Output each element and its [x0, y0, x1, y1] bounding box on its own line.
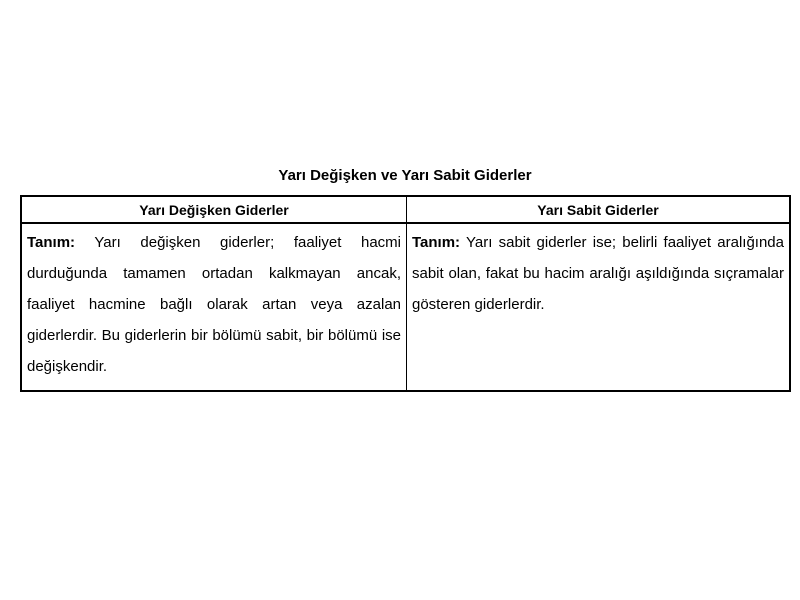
semi-variable-definition-cell: [21, 223, 407, 391]
definition-text: Yarı sabit giderler ise; belirli faaliyet aralığında sabit olan, fakat bu hacim aralığı aşıldığında sıçramalar gösteren giderlerdir.: [412, 234, 784, 313]
semi-fixed-definition-cell: [407, 223, 791, 391]
document-title: Yarı Değişken ve Yarı Sabit Giderler: [278, 167, 532, 184]
header-semi-variable-costs: Yarı Değişken Giderler: [21, 196, 407, 223]
table-header-row: [21, 196, 790, 223]
definition-text: Yarı değişken giderler; faaliyet hacmi durduğunda tamamen ortadan kalkmayan ancak, faaliyet hacmine bağlı olarak artan veya azalan giderlerdir. Bu giderlerin bir bölümü sabit, bir bölümü ise değişkendir.: [27, 234, 401, 375]
table-row: [21, 223, 790, 391]
definition-term: Tanım:: [27, 234, 76, 251]
definitions-table: [20, 195, 791, 392]
header-semi-fixed-costs: Yarı Sabit Giderler: [407, 196, 791, 223]
definition-term: Tanım:: [412, 234, 461, 251]
